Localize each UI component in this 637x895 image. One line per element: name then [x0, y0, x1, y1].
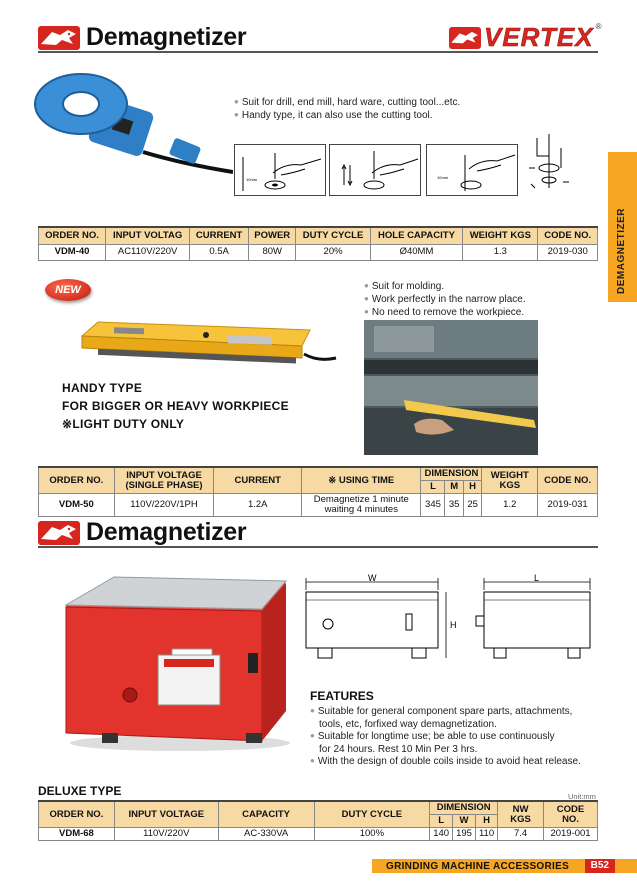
table-header [498, 801, 544, 828]
table-header [114, 467, 214, 494]
table-header: HOLE CAPACITY [370, 227, 462, 244]
feature-item: ● Suitable for general component spare parts, attachments, [310, 706, 581, 719]
vdm50-product-photo [78, 318, 340, 374]
handy-line: FOR BIGGER OR HEAVY WORKPIECE [62, 399, 289, 413]
table-cell: VDM-68 [39, 828, 115, 841]
handy-type-text [62, 379, 289, 433]
vdm68-product-photo [62, 573, 290, 753]
table-header: CODE NO. [538, 227, 598, 244]
table-header: INPUT VOLTAG [106, 227, 190, 244]
section1-header [38, 23, 246, 52]
unit-label: Unit:mm [568, 792, 596, 801]
table-cell: 110V/220V [114, 828, 218, 841]
table-header: WEIGHT KGS [463, 227, 538, 244]
table-cell: 2019-001 [544, 828, 598, 841]
table-cell: 80W [249, 244, 296, 260]
table-header-line: (SINGLE PHASE) [125, 479, 203, 491]
table-cell: AC110V/220V [106, 244, 190, 260]
table-cell: 1.2A [214, 494, 302, 517]
bullet-item: ● Handy type, it can also use the cutting tool. [234, 109, 460, 122]
table-header: H [475, 815, 497, 828]
dim-label-w: W [368, 573, 377, 583]
usage-diagram-2 [329, 144, 421, 196]
side-tab-label: DEMAGNETIZER [616, 208, 627, 294]
table-header: ORDER NO. [39, 467, 115, 494]
table-header: DIMENSION [430, 801, 498, 815]
table-header [544, 801, 598, 828]
diagram-label-10mm: 10mm [437, 175, 449, 180]
bullet-item: ● No need to remove the workpiece. [364, 306, 526, 319]
table-row [39, 828, 598, 841]
table-cell: 7.4 [498, 828, 544, 841]
page-footer [372, 859, 637, 873]
eagle-logo-icon [38, 521, 80, 545]
table-header-line: CODE [556, 803, 585, 815]
table-cell: 140 [430, 828, 453, 841]
table-header: ORDER NO. [39, 227, 106, 244]
vdm68-spec-table [38, 800, 598, 841]
table-header: CODE NO. [538, 467, 598, 494]
table-cell: VDM-40 [39, 244, 106, 260]
handy-line: HANDY TYPE [62, 381, 143, 395]
table-header-line: KGS [499, 479, 521, 491]
usage-diagram-3 [426, 144, 518, 196]
vdm40-product-photo [33, 64, 233, 184]
vertex-brand-logo [449, 22, 602, 53]
table-cell: 2019-030 [538, 244, 598, 260]
table-header-line: NO. [562, 813, 579, 825]
table-header: CAPACITY [218, 801, 314, 828]
page-number: B52 [585, 859, 615, 873]
table-header-line: NW [512, 803, 529, 815]
header-rule [38, 546, 598, 548]
brand-eagle-icon [449, 27, 481, 49]
handy-line: ※LIGHT DUTY ONLY [62, 417, 185, 431]
section2-bullets [364, 280, 526, 319]
table-cell: 2019-031 [538, 494, 598, 517]
dim-label-l: L [534, 573, 540, 583]
eagle-logo-icon [38, 26, 80, 50]
table-cell: 345 [421, 494, 445, 517]
table-cell [302, 494, 421, 517]
table-header: M [445, 481, 463, 494]
side-category-tab [608, 152, 637, 302]
feature-item: ● With the design of double coils inside to avoid heat release. [310, 756, 581, 769]
features-list [310, 706, 581, 769]
table-header: INPUT VOLTAGE [114, 801, 218, 828]
section3-title: Demagnetizer [86, 518, 247, 546]
feature-item: ● Suitable for longtime use; be able to use continuously [310, 731, 581, 744]
table-header: L [430, 815, 453, 828]
table-cell: VDM-50 [39, 494, 115, 517]
bullet-item: ● Work perfectly in the narrow place. [364, 293, 526, 306]
table-cell: 110 [475, 828, 497, 841]
table-cell: 1.2 [482, 494, 538, 517]
molding-application-photo [364, 320, 538, 455]
feature-continuation: tools, etc, forfixed way demagnetization. [319, 718, 497, 730]
table-header: ※ USING TIME [302, 467, 421, 494]
vdm40-spec-table [38, 226, 598, 261]
table-cell: 100% [314, 828, 430, 841]
table-cell: 20% [296, 244, 370, 260]
usage-diagram-4 [521, 128, 577, 196]
table-header: CURRENT [190, 227, 249, 244]
usage-diagram-1 [234, 144, 326, 196]
table-cell: 35 [445, 494, 463, 517]
bullet-item: ● Suit for drill, end mill, hard ware, cutting tool...etc. [234, 96, 460, 109]
table-cell: 0.5A [190, 244, 249, 260]
table-cell: 195 [453, 828, 476, 841]
table-cell: AC-330VA [218, 828, 314, 841]
table-cell: 1.3 [463, 244, 538, 260]
table-header: W [453, 815, 476, 828]
section1-title: Demagnetizer [86, 23, 247, 51]
table-cell-line: Demagnetize 1 minute [313, 494, 409, 505]
table-header-line: INPUT VOLTAGE [126, 469, 202, 481]
section1-bullets [234, 96, 460, 122]
new-badge: NEW [45, 279, 91, 301]
footer-text: GRINDING MACHINE ACCESSORIES [386, 860, 570, 872]
diagram-label-10mm: 10mm [246, 177, 258, 182]
table-header: H [463, 481, 481, 494]
vdm50-spec-table [38, 466, 598, 517]
table-header: L [421, 481, 445, 494]
bullet-item: ● Suit for molding. [364, 280, 526, 293]
table-cell: 25 [463, 494, 481, 517]
table-header: DUTY CYCLE [314, 801, 430, 828]
feature-continuation: for 24 hours. Rest 10 Min Per 3 hrs. [319, 743, 478, 755]
table-header: POWER [249, 227, 296, 244]
table-cell-line: waiting 4 minutes [324, 504, 398, 515]
table-header: DUTY CYCLE [296, 227, 370, 244]
table-header: ORDER NO. [39, 801, 115, 828]
table-row [39, 244, 598, 260]
table-header: CURRENT [214, 467, 302, 494]
table-header-line: KGS [510, 813, 531, 825]
deluxe-type-label: DELUXE TYPE [38, 784, 122, 798]
brand-name: VERTEX [484, 22, 594, 52]
dim-label-h: H [450, 620, 457, 630]
features-title: FEATURES [310, 689, 374, 703]
table-cell: 110V/220V/1PH [114, 494, 214, 517]
table-row [39, 494, 598, 517]
table-header: DIMENSION [421, 467, 482, 481]
section3-header [38, 518, 246, 547]
table-header-line: WEIGHT [490, 469, 529, 481]
table-cell: Ø40MM [370, 244, 462, 260]
registered-mark: ® [595, 22, 602, 31]
table-header [482, 467, 538, 494]
vdm68-dimension-drawing [298, 572, 608, 672]
